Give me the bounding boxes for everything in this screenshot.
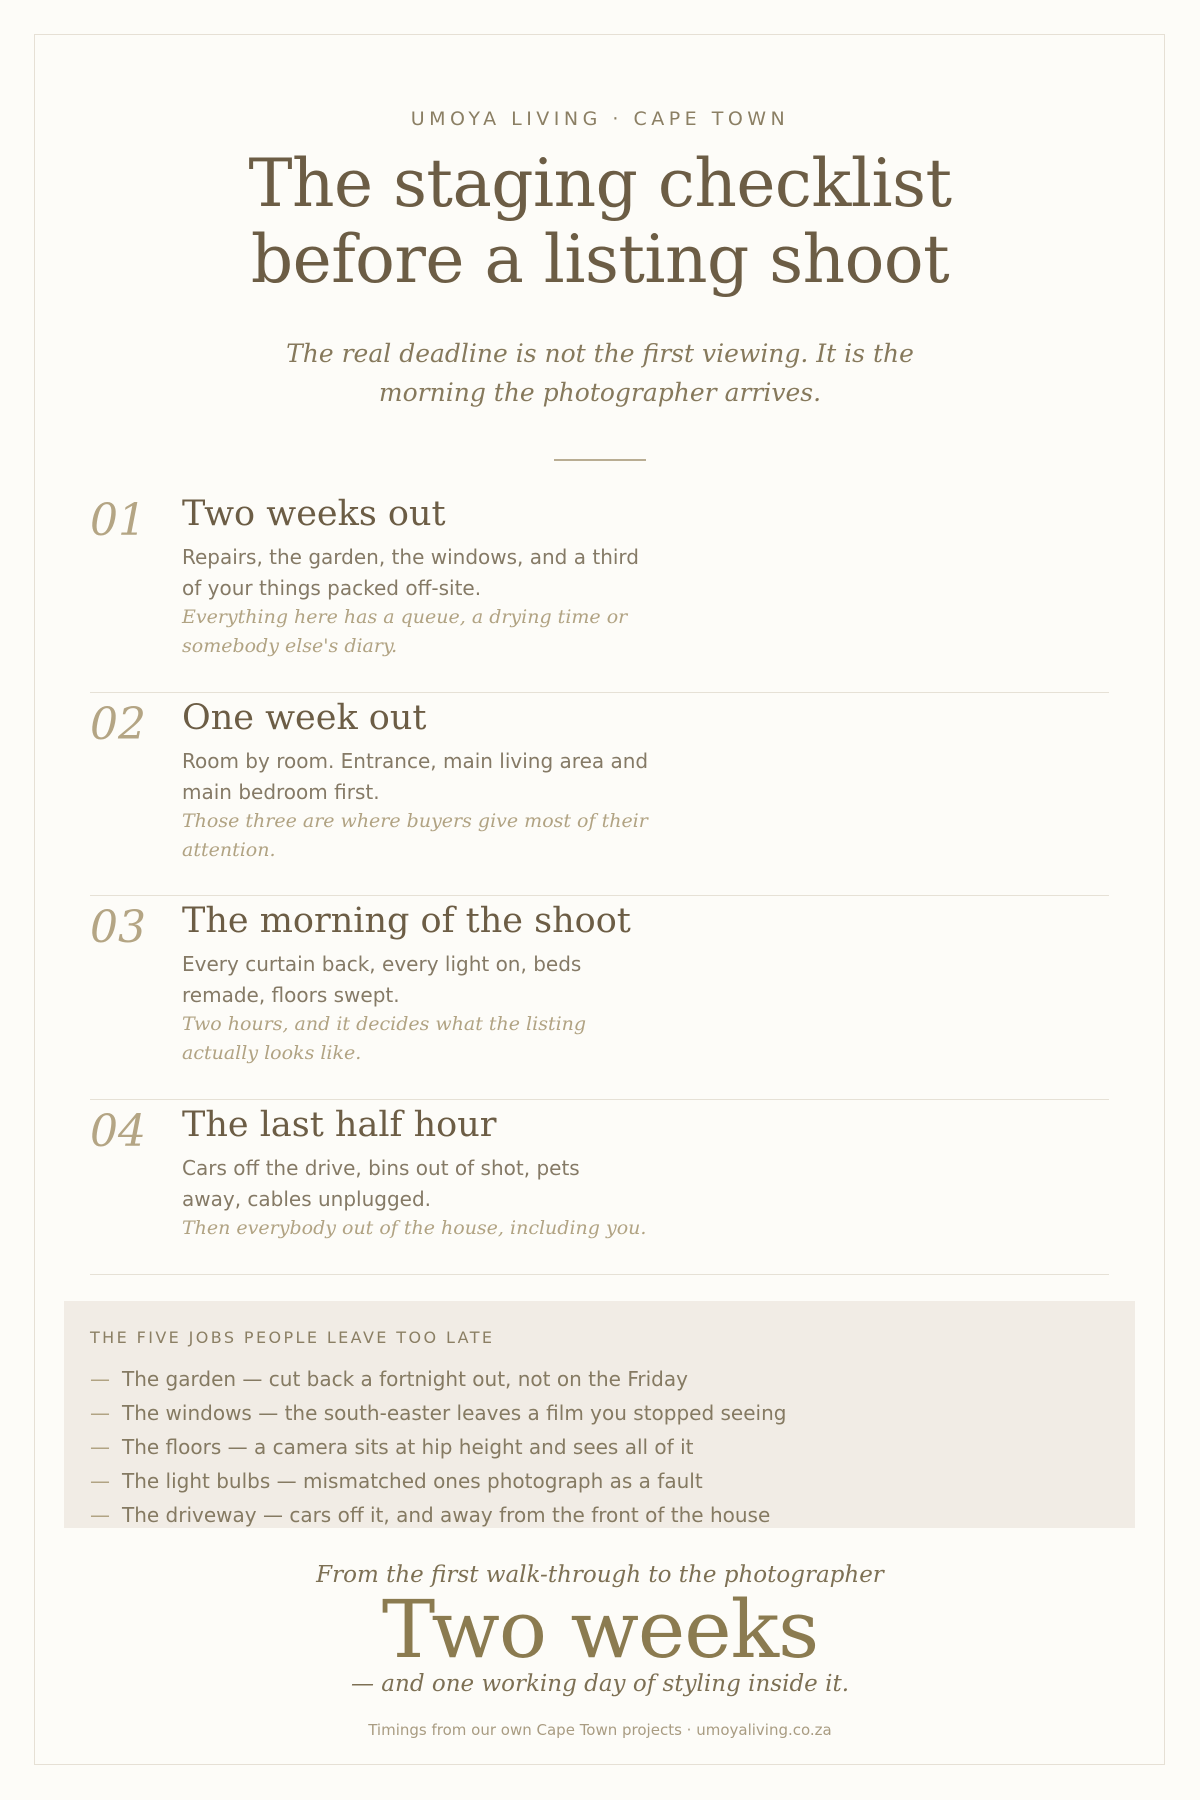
step-body: Cars off the drive, bins out of shot, pets away, cables unplugged. [182,1156,580,1211]
step-divider [90,692,1109,693]
title-line-1: The staging checklist [248,145,952,222]
list-item-text: The windows — the south-easter leaves a film you stopped seeing [122,1401,787,1425]
step-title: The morning of the shoot [182,901,631,941]
title-line-2: before a listing shoot [250,221,950,298]
list-item-text: The driveway — cars off it, and away from the front of the house [122,1503,771,1527]
dash-icon: — [90,1367,110,1391]
step-note: Two hours, and it decides what the listing actually looks like. [182,1013,587,1064]
step-title: Two weeks out [182,494,446,534]
list-item-text: The light bulbs — mismatched ones photograph as a fault [122,1469,703,1493]
dash-icon: — [90,1503,110,1527]
step-note: Everything here has a queue, a drying time or somebody else's diary. [182,606,628,657]
late-jobs-heading: THE FIVE JOBS PEOPLE LEAVE TOO LATE [90,1328,495,1347]
list-item [90,1362,786,1396]
step-number: 02 [90,699,146,750]
list-item [90,1464,786,1498]
dash-icon: — [90,1401,110,1425]
step-note: Those three are where buyers give most of their attention. [182,810,648,861]
step-number: 04 [90,1106,146,1157]
title-divider [554,459,646,461]
closing-lead: From the first walk-through to the photographer [316,1562,884,1588]
list-item [90,1396,786,1430]
list-item [90,1498,786,1532]
step-divider [90,895,1109,896]
brand-eyebrow: UMOYA LIVING · CAPE TOWN [410,108,790,130]
late-jobs-panel [64,1301,1135,1528]
list-item-text: The floors — a camera sits at hip height and sees all of it [122,1435,694,1459]
list-item-text: The garden — cut back a fortnight out, not on the Friday [122,1367,688,1391]
step-title: The last half hour [182,1105,497,1145]
step-title: One week out [182,698,427,738]
dash-icon: — [90,1435,110,1459]
closing-tail: — and one working day of styling inside it. [350,1671,849,1697]
list-item [90,1430,786,1464]
page-title [0,146,1200,298]
late-jobs-list [90,1362,786,1532]
step-body: Room by room. Entrance, main living area and main bedroom first. [182,749,649,804]
step-divider [90,1099,1109,1100]
step-note: Then everybody out of the house, including you. [182,1217,647,1239]
step-body: Every curtain back, every light on, beds remade, floors swept. [182,952,582,1007]
subtitle-line-1: The real deadline is not the first viewing. It is the [286,339,914,368]
footer-credit: Timings from our own Cape Town projects · umoyaliving.co.za [368,1721,832,1739]
step-divider [90,1274,1109,1275]
step-body: Repairs, the garden, the windows, and a third of your things packed off-site. [182,545,639,600]
page-subtitle [0,334,1200,412]
subtitle-line-2: morning the photographer arrives. [378,378,822,407]
closing-headline: Two weeks [381,1583,819,1676]
step-number: 03 [90,902,146,953]
dash-icon: — [90,1469,110,1493]
step-number: 01 [90,495,146,546]
